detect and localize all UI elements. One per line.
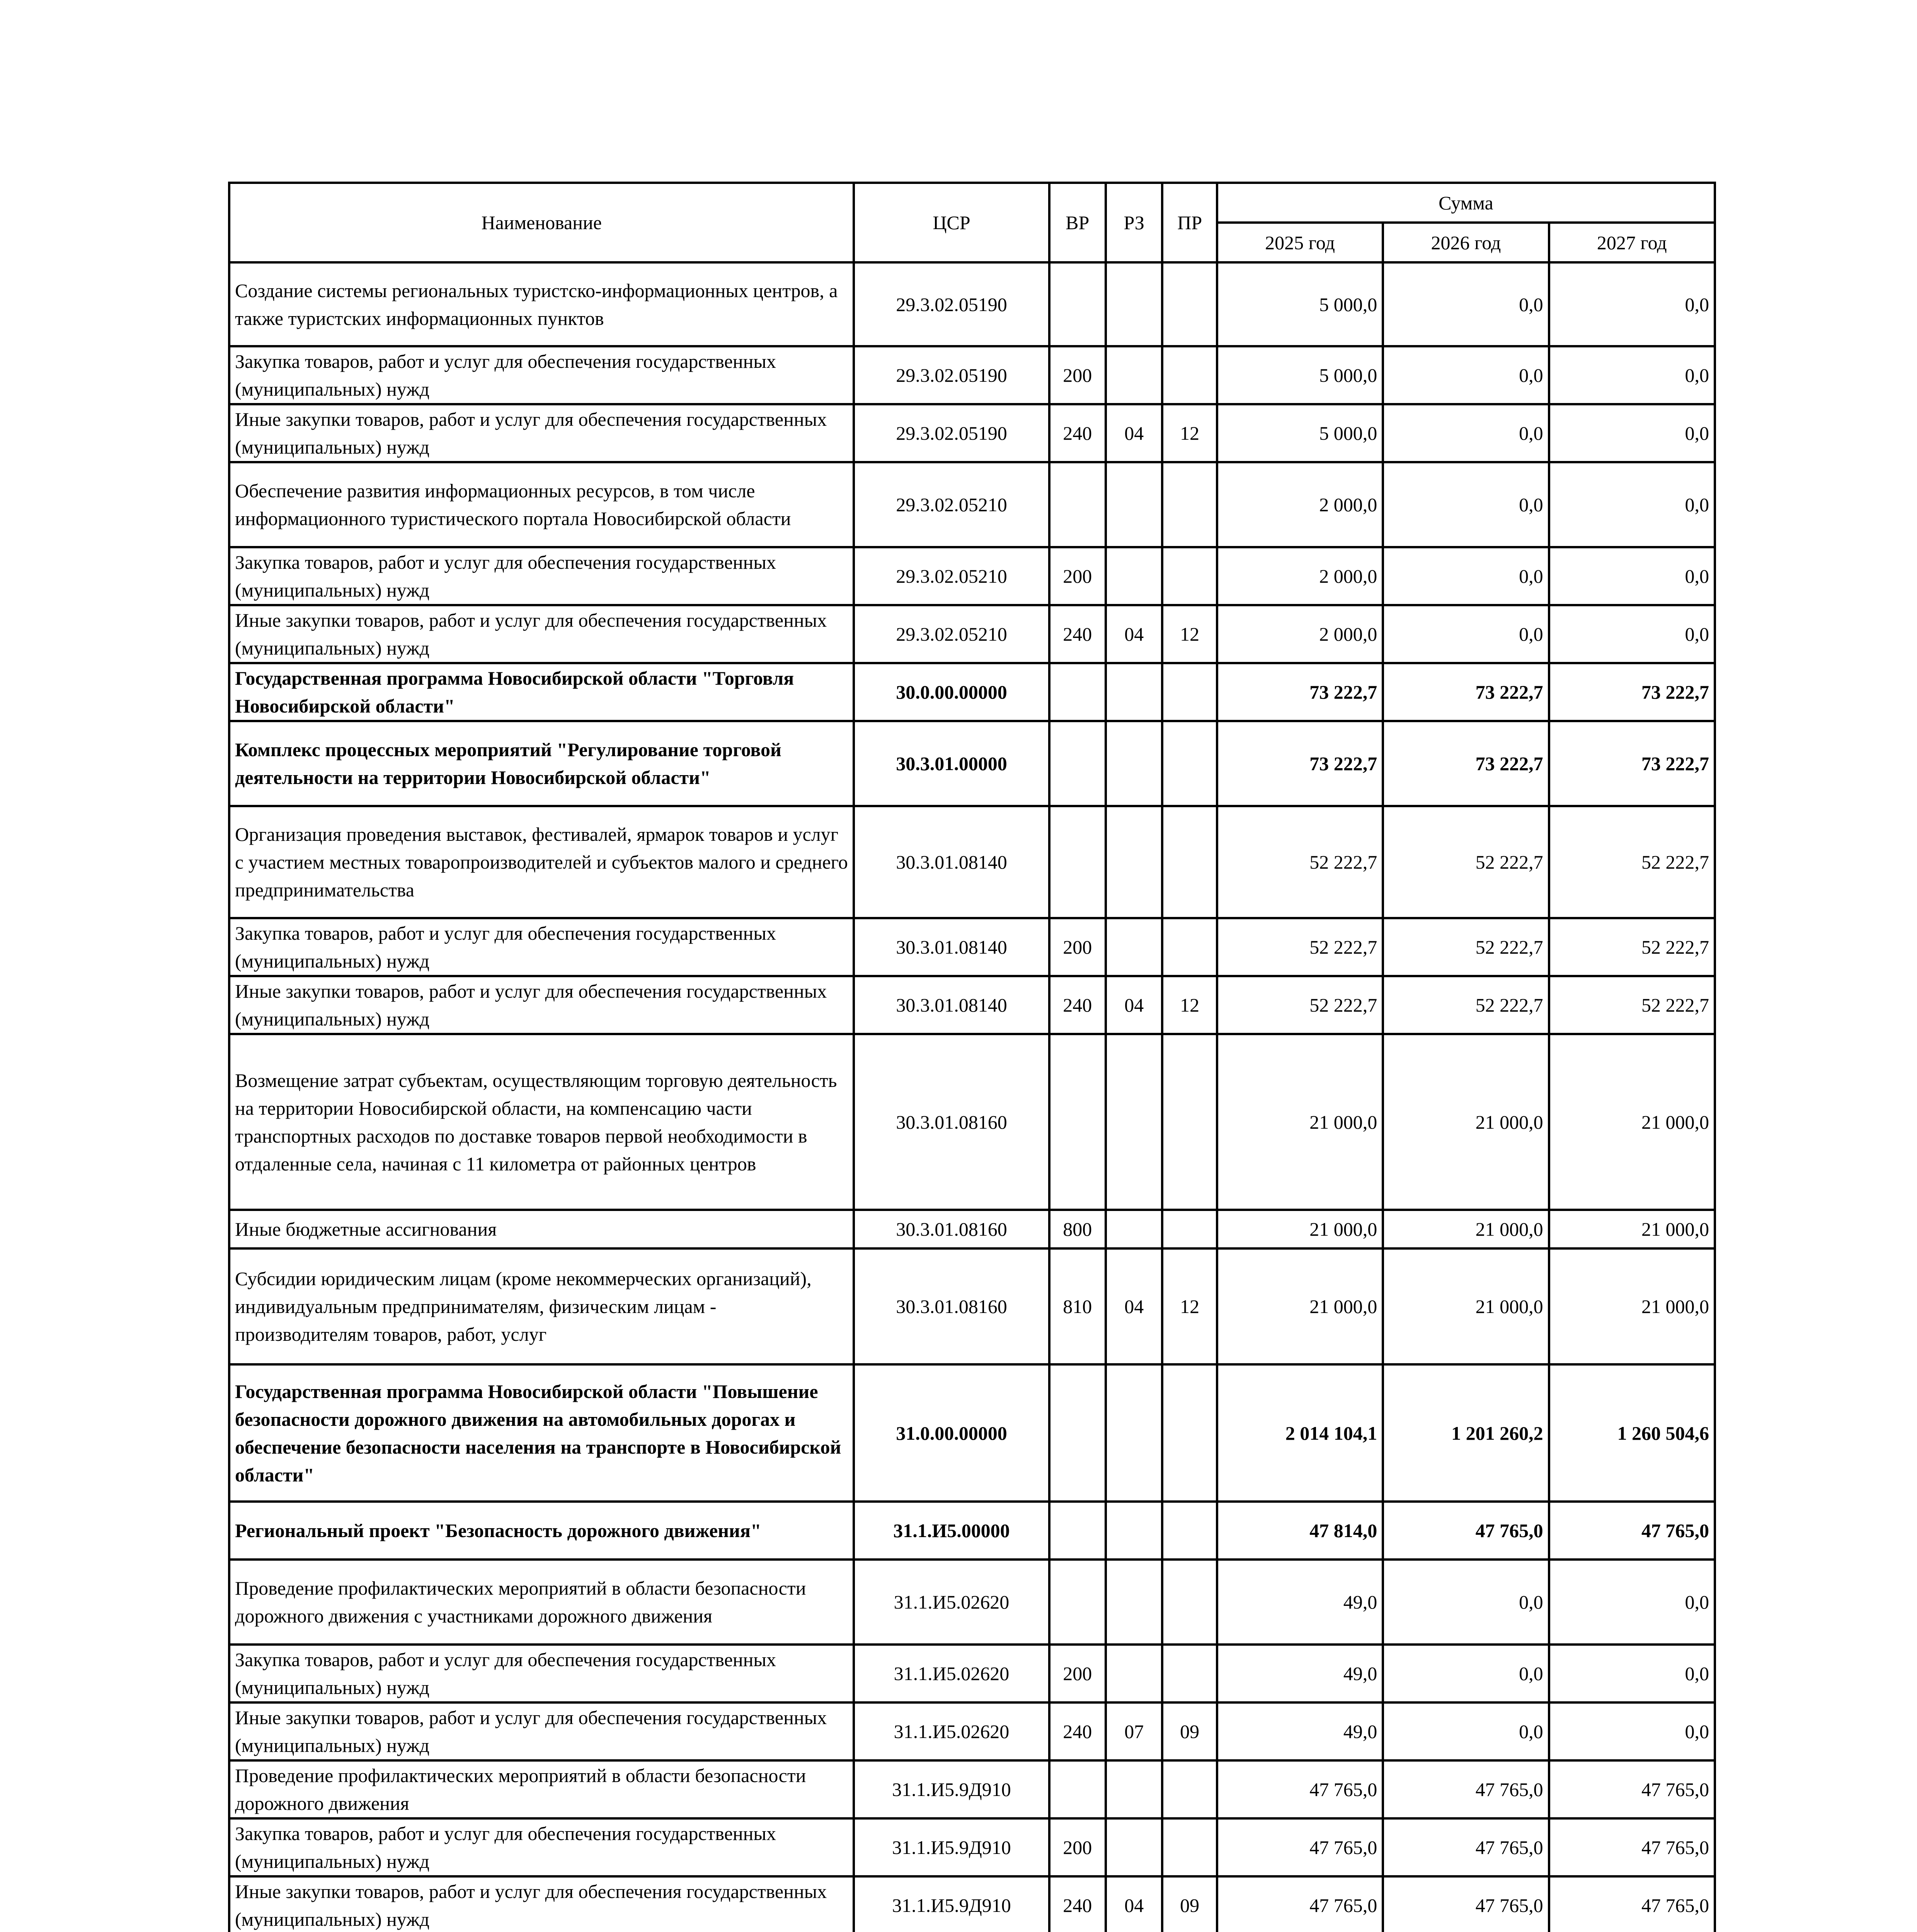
header-vr: ВР [1049, 183, 1106, 262]
cell-name: Проведение профилактических мероприятий в области безопасности дорожного движения [229, 1760, 854, 1818]
cell-csr: 29.3.02.05210 [854, 462, 1049, 547]
cell-csr: 30.3.01.00000 [854, 721, 1049, 806]
cell-pr: 12 [1162, 976, 1217, 1034]
cell-sum-2026: 0,0 [1383, 1645, 1549, 1702]
cell-sum-2027: 52 222,7 [1549, 976, 1715, 1034]
cell-sum-2026: 21 000,0 [1383, 1248, 1549, 1364]
table-row [229, 1248, 1715, 1364]
cell-sum-2027: 73 222,7 [1549, 721, 1715, 806]
cell-name: Возмещение затрат субъектам, осуществляющим торговую деятельность на территории Новосибирской области, на компенсацию части транспортных расходов по доставке товаров первой необходимости в отдаленные села, начиная с 11 километра от районных центров [229, 1034, 854, 1210]
cell-sum-2027: 21 000,0 [1549, 1210, 1715, 1248]
table-row [229, 918, 1715, 976]
table-row [229, 1702, 1715, 1760]
cell-csr: 30.3.01.08160 [854, 1248, 1049, 1364]
cell-csr: 30.3.01.08160 [854, 1034, 1049, 1210]
table-row [229, 663, 1715, 721]
cell-name: Комплекс процессных мероприятий "Регулирование торговой деятельности на территории Новосибирской области" [229, 721, 854, 806]
table-row [229, 404, 1715, 462]
cell-sum-2027: 47 765,0 [1549, 1818, 1715, 1876]
cell-vr: 200 [1049, 346, 1106, 404]
table-body [229, 262, 1715, 1932]
cell-pr [1162, 1502, 1217, 1560]
cell-sum-2025: 5 000,0 [1217, 404, 1383, 462]
cell-sum-2027: 0,0 [1549, 1702, 1715, 1760]
cell-pr [1162, 1560, 1217, 1645]
cell-sum-2025: 73 222,7 [1217, 721, 1383, 806]
cell-rz [1106, 1210, 1162, 1248]
cell-sum-2026: 21 000,0 [1383, 1034, 1549, 1210]
cell-pr [1162, 663, 1217, 721]
table-row [229, 806, 1715, 918]
cell-sum-2027: 47 765,0 [1549, 1876, 1715, 1932]
cell-sum-2026: 0,0 [1383, 262, 1549, 346]
cell-pr [1162, 346, 1217, 404]
cell-vr [1049, 806, 1106, 918]
cell-sum-2025: 52 222,7 [1217, 976, 1383, 1034]
cell-sum-2027: 0,0 [1549, 262, 1715, 346]
cell-pr [1162, 262, 1217, 346]
cell-rz: 07 [1106, 1702, 1162, 1760]
cell-rz [1106, 346, 1162, 404]
cell-sum-2027: 52 222,7 [1549, 918, 1715, 976]
cell-rz [1106, 918, 1162, 976]
cell-sum-2026: 52 222,7 [1383, 918, 1549, 976]
cell-pr [1162, 1818, 1217, 1876]
cell-rz [1106, 1645, 1162, 1702]
cell-rz: 04 [1106, 976, 1162, 1034]
cell-vr [1049, 721, 1106, 806]
cell-sum-2025: 49,0 [1217, 1645, 1383, 1702]
cell-sum-2025: 21 000,0 [1217, 1248, 1383, 1364]
cell-rz: 04 [1106, 404, 1162, 462]
cell-csr: 30.3.01.08140 [854, 806, 1049, 918]
cell-sum-2025: 49,0 [1217, 1702, 1383, 1760]
budget-table [228, 182, 1716, 1932]
cell-csr: 29.3.02.05190 [854, 404, 1049, 462]
table-row [229, 605, 1715, 663]
cell-sum-2026: 52 222,7 [1383, 976, 1549, 1034]
cell-sum-2026: 0,0 [1383, 1702, 1549, 1760]
cell-name: Обеспечение развития информационных ресурсов, в том числе информационного туристического портала Новосибирской области [229, 462, 854, 547]
cell-rz [1106, 1364, 1162, 1502]
cell-csr: 29.3.02.05210 [854, 547, 1049, 605]
cell-sum-2027: 0,0 [1549, 346, 1715, 404]
cell-rz [1106, 547, 1162, 605]
table-row [229, 262, 1715, 346]
cell-vr: 240 [1049, 605, 1106, 663]
cell-sum-2026: 0,0 [1383, 1560, 1549, 1645]
cell-csr: 30.3.01.08160 [854, 1210, 1049, 1248]
header-name: Наименование [229, 183, 854, 262]
cell-csr: 31.1.И5.02620 [854, 1560, 1049, 1645]
cell-name: Иные закупки товаров, работ и услуг для обеспечения государственных (муниципальных) нужд [229, 1702, 854, 1760]
cell-csr: 30.0.00.00000 [854, 663, 1049, 721]
table-row [229, 1210, 1715, 1248]
cell-vr [1049, 262, 1106, 346]
cell-name: Региональный проект "Безопасность дорожного движения" [229, 1502, 854, 1560]
cell-sum-2026: 47 765,0 [1383, 1760, 1549, 1818]
cell-csr: 30.3.01.08140 [854, 918, 1049, 976]
cell-vr: 240 [1049, 976, 1106, 1034]
cell-rz [1106, 1034, 1162, 1210]
cell-name: Иные закупки товаров, работ и услуг для обеспечения государственных (муниципальных) нужд [229, 605, 854, 663]
table-row [229, 346, 1715, 404]
cell-sum-2026: 0,0 [1383, 547, 1549, 605]
cell-name: Иные бюджетные ассигнования [229, 1210, 854, 1248]
cell-vr: 200 [1049, 1645, 1106, 1702]
cell-name: Проведение профилактических мероприятий в области безопасности дорожного движения с участниками дорожного движения [229, 1560, 854, 1645]
header-csr: ЦСР [854, 183, 1049, 262]
table-row [229, 462, 1715, 547]
cell-vr: 240 [1049, 1702, 1106, 1760]
cell-sum-2025: 52 222,7 [1217, 806, 1383, 918]
cell-csr: 31.1.И5.9Д910 [854, 1818, 1049, 1876]
cell-vr: 200 [1049, 918, 1106, 976]
cell-csr: 31.0.00.00000 [854, 1364, 1049, 1502]
cell-name: Иные закупки товаров, работ и услуг для обеспечения государственных (муниципальных) нужд [229, 404, 854, 462]
cell-name: Иные закупки товаров, работ и услуг для обеспечения государственных (муниципальных) нужд [229, 976, 854, 1034]
cell-sum-2026: 73 222,7 [1383, 721, 1549, 806]
table-row [229, 547, 1715, 605]
cell-sum-2027: 47 765,0 [1549, 1760, 1715, 1818]
cell-csr: 31.1.И5.00000 [854, 1502, 1049, 1560]
cell-sum-2025: 52 222,7 [1217, 918, 1383, 976]
cell-sum-2026: 0,0 [1383, 605, 1549, 663]
cell-rz: 04 [1106, 605, 1162, 663]
cell-name: Закупка товаров, работ и услуг для обеспечения государственных (муниципальных) нужд [229, 1818, 854, 1876]
cell-name: Создание системы региональных туристско-информационных центров, а также туристских информационных пунктов [229, 262, 854, 346]
cell-name: Субсидии юридическим лицам (кроме некоммерческих организаций), индивидуальным предпринимателям, физическим лицам - производителям товаров, работ, услуг [229, 1248, 854, 1364]
cell-sum-2027: 0,0 [1549, 605, 1715, 663]
cell-sum-2027: 0,0 [1549, 462, 1715, 547]
cell-sum-2027: 73 222,7 [1549, 663, 1715, 721]
cell-rz [1106, 721, 1162, 806]
cell-vr [1049, 1760, 1106, 1818]
table-row [229, 1645, 1715, 1702]
cell-pr [1162, 806, 1217, 918]
cell-sum-2026: 47 765,0 [1383, 1502, 1549, 1560]
cell-rz [1106, 806, 1162, 918]
cell-vr [1049, 1034, 1106, 1210]
cell-name: Организация проведения выставок, фестивалей, ярмарок товаров и услуг с участием местных товаропроизводителей и субъектов малого и среднего предпринимательства [229, 806, 854, 918]
cell-name: Закупка товаров, работ и услуг для обеспечения государственных (муниципальных) нужд [229, 346, 854, 404]
cell-pr [1162, 1210, 1217, 1248]
cell-pr [1162, 1760, 1217, 1818]
header-year-2027: 2027 год [1549, 223, 1715, 262]
cell-pr [1162, 462, 1217, 547]
cell-vr: 200 [1049, 1818, 1106, 1876]
cell-sum-2025: 73 222,7 [1217, 663, 1383, 721]
cell-csr: 30.3.01.08140 [854, 976, 1049, 1034]
cell-vr: 240 [1049, 1876, 1106, 1932]
cell-rz [1106, 1502, 1162, 1560]
cell-sum-2025: 2 014 104,1 [1217, 1364, 1383, 1502]
cell-sum-2027: 0,0 [1549, 547, 1715, 605]
cell-pr [1162, 1645, 1217, 1702]
cell-sum-2025: 5 000,0 [1217, 346, 1383, 404]
cell-sum-2025: 47 765,0 [1217, 1760, 1383, 1818]
cell-rz [1106, 1760, 1162, 1818]
cell-sum-2027: 21 000,0 [1549, 1248, 1715, 1364]
cell-sum-2025: 2 000,0 [1217, 547, 1383, 605]
cell-csr: 29.3.02.05190 [854, 262, 1049, 346]
cell-name: Закупка товаров, работ и услуг для обеспечения государственных (муниципальных) нужд [229, 918, 854, 976]
cell-csr: 29.3.02.05210 [854, 605, 1049, 663]
cell-vr [1049, 1502, 1106, 1560]
header-year-2026: 2026 год [1383, 223, 1549, 262]
table-row [229, 1364, 1715, 1502]
cell-sum-2025: 2 000,0 [1217, 605, 1383, 663]
table-row [229, 976, 1715, 1034]
cell-sum-2027: 0,0 [1549, 404, 1715, 462]
cell-vr: 240 [1049, 404, 1106, 462]
cell-sum-2027: 1 260 504,6 [1549, 1364, 1715, 1502]
cell-vr: 200 [1049, 547, 1106, 605]
cell-pr [1162, 721, 1217, 806]
cell-sum-2026: 52 222,7 [1383, 806, 1549, 918]
cell-sum-2026: 21 000,0 [1383, 1210, 1549, 1248]
cell-rz [1106, 262, 1162, 346]
cell-sum-2026: 47 765,0 [1383, 1818, 1549, 1876]
cell-sum-2025: 47 765,0 [1217, 1818, 1383, 1876]
table-row [229, 1034, 1715, 1210]
cell-pr: 09 [1162, 1702, 1217, 1760]
table-row [229, 1560, 1715, 1645]
cell-name: Закупка товаров, работ и услуг для обеспечения государственных (муниципальных) нужд [229, 547, 854, 605]
cell-name: Закупка товаров, работ и услуг для обеспечения государственных (муниципальных) нужд [229, 1645, 854, 1702]
cell-sum-2025: 49,0 [1217, 1560, 1383, 1645]
cell-pr [1162, 547, 1217, 605]
cell-csr: 31.1.И5.02620 [854, 1645, 1049, 1702]
header-rz: РЗ [1106, 183, 1162, 262]
cell-csr: 31.1.И5.9Д910 [854, 1876, 1049, 1932]
cell-sum-2025: 2 000,0 [1217, 462, 1383, 547]
cell-vr: 810 [1049, 1248, 1106, 1364]
cell-pr: 12 [1162, 404, 1217, 462]
cell-sum-2025: 21 000,0 [1217, 1034, 1383, 1210]
cell-rz: 04 [1106, 1876, 1162, 1932]
cell-sum-2026: 73 222,7 [1383, 663, 1549, 721]
cell-csr: 31.1.И5.9Д910 [854, 1760, 1049, 1818]
cell-rz [1106, 1818, 1162, 1876]
cell-sum-2027: 0,0 [1549, 1560, 1715, 1645]
cell-pr: 12 [1162, 605, 1217, 663]
cell-pr: 12 [1162, 1248, 1217, 1364]
table-row [229, 721, 1715, 806]
cell-pr: 09 [1162, 1876, 1217, 1932]
cell-vr [1049, 1560, 1106, 1645]
table-row [229, 1502, 1715, 1560]
cell-rz: 04 [1106, 1248, 1162, 1364]
cell-sum-2027: 21 000,0 [1549, 1034, 1715, 1210]
header-sum: Сумма [1217, 183, 1715, 223]
cell-sum-2025: 47 814,0 [1217, 1502, 1383, 1560]
cell-sum-2026: 0,0 [1383, 462, 1549, 547]
cell-vr [1049, 663, 1106, 721]
table-row [229, 1818, 1715, 1876]
cell-sum-2026: 1 201 260,2 [1383, 1364, 1549, 1502]
cell-vr: 800 [1049, 1210, 1106, 1248]
cell-sum-2025: 47 765,0 [1217, 1876, 1383, 1932]
cell-sum-2026: 0,0 [1383, 346, 1549, 404]
cell-pr [1162, 1364, 1217, 1502]
cell-pr [1162, 1034, 1217, 1210]
table-row [229, 1876, 1715, 1932]
cell-sum-2026: 47 765,0 [1383, 1876, 1549, 1932]
cell-name: Государственная программа Новосибирской области "Торговля Новосибирской области" [229, 663, 854, 721]
table-header [229, 183, 1715, 262]
header-pr: ПР [1162, 183, 1217, 262]
cell-vr [1049, 462, 1106, 547]
header-year-2025: 2025 год [1217, 223, 1383, 262]
cell-name: Иные закупки товаров, работ и услуг для обеспечения государственных (муниципальных) нужд [229, 1876, 854, 1932]
cell-name: Государственная программа Новосибирской области "Повышение безопасности дорожного движения на автомобильных дорогах и обеспечение безопасности населения на транспорте в Новосибирской области" [229, 1364, 854, 1502]
cell-sum-2025: 21 000,0 [1217, 1210, 1383, 1248]
cell-rz [1106, 1560, 1162, 1645]
cell-vr [1049, 1364, 1106, 1502]
cell-sum-2027: 0,0 [1549, 1645, 1715, 1702]
cell-rz [1106, 663, 1162, 721]
cell-csr: 29.3.02.05190 [854, 346, 1049, 404]
cell-rz [1106, 462, 1162, 547]
cell-pr [1162, 918, 1217, 976]
cell-sum-2026: 0,0 [1383, 404, 1549, 462]
cell-csr: 31.1.И5.02620 [854, 1702, 1049, 1760]
cell-sum-2027: 52 222,7 [1549, 806, 1715, 918]
cell-sum-2027: 47 765,0 [1549, 1502, 1715, 1560]
cell-sum-2025: 5 000,0 [1217, 262, 1383, 346]
table-row [229, 1760, 1715, 1818]
